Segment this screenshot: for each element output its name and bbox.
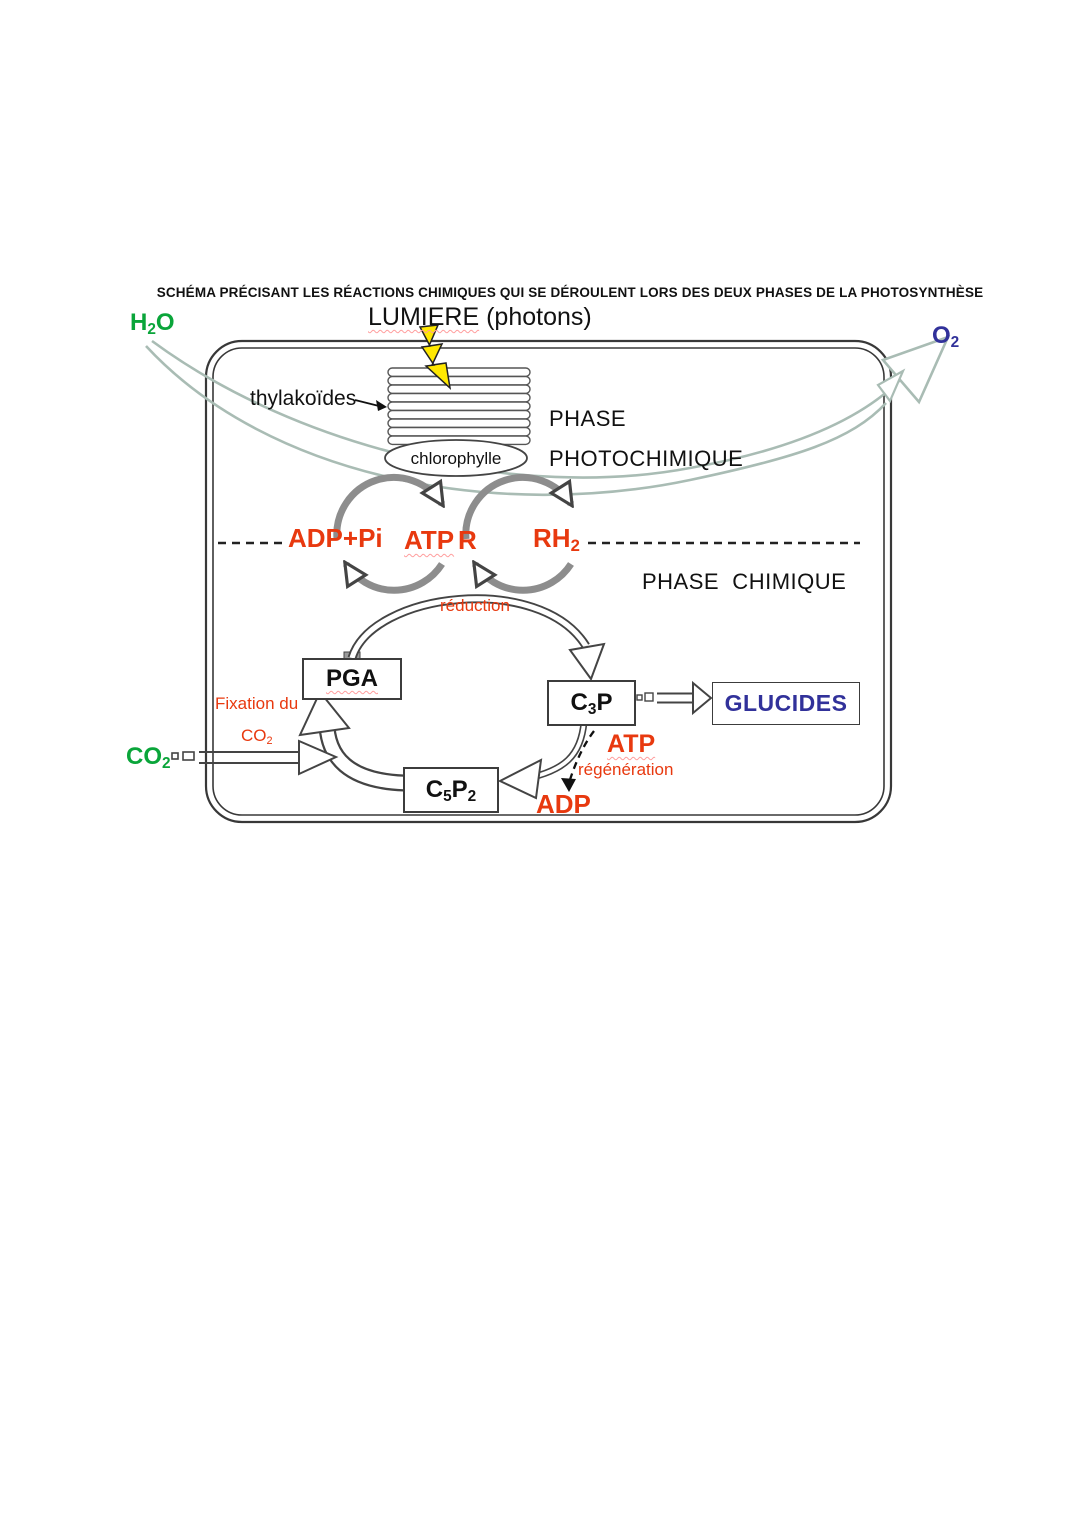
light-label [368,303,592,332]
page-title: SCHÉMA PRÉCISANT LES RÉACTIONS CHIMIQUES QUI SE DÉROULENT LORS DES DEUX PHASES DE LA PHOTOSYNTHÈSE [156,285,984,300]
glucides-box [712,682,860,725]
atp-cycle-label: ATP [404,525,455,555]
c3p-box [547,680,636,726]
phase-chimique-label: PHASE CHIMIQUE [642,569,847,594]
atp-regeneration-label: ATP [607,730,656,758]
c3p-label: C3P [570,689,613,718]
regeneration-label: régénération [578,760,674,779]
adp-pi-label: ADP+Pi [288,523,383,553]
thylakoid-stack-icon [388,368,530,444]
pga-box [302,658,402,700]
light-word: LUMIERE [368,303,480,331]
o2-label: O2 [932,322,960,351]
chlorophyll-label: chlorophylle [410,449,502,468]
phase-photochimique-label-line2: PHOTOCHIMIQUE [549,446,744,471]
adp-regeneration-label: ADP [536,789,591,819]
fixation-co2-label: CO2 [241,726,273,747]
pga-label: PGA [325,665,378,692]
thylakoids-label: thylakoïdes [250,387,357,410]
h2o-label: H2O [130,309,175,338]
phase-photochimique-label-line1: PHASE [549,406,627,431]
c5p2-label: C5P2 [425,776,477,805]
r-label: R [458,525,477,555]
light-suffix: (photons) [479,303,592,331]
c5p2-box [403,767,499,813]
reduction-label: réduction [440,596,510,615]
rh2-label: RH2 [533,523,580,555]
co2-input-label: CO2 [126,743,171,772]
fixation-label-line1: Fixation du [215,694,299,713]
glucides-label: GLUCIDES [724,690,848,716]
